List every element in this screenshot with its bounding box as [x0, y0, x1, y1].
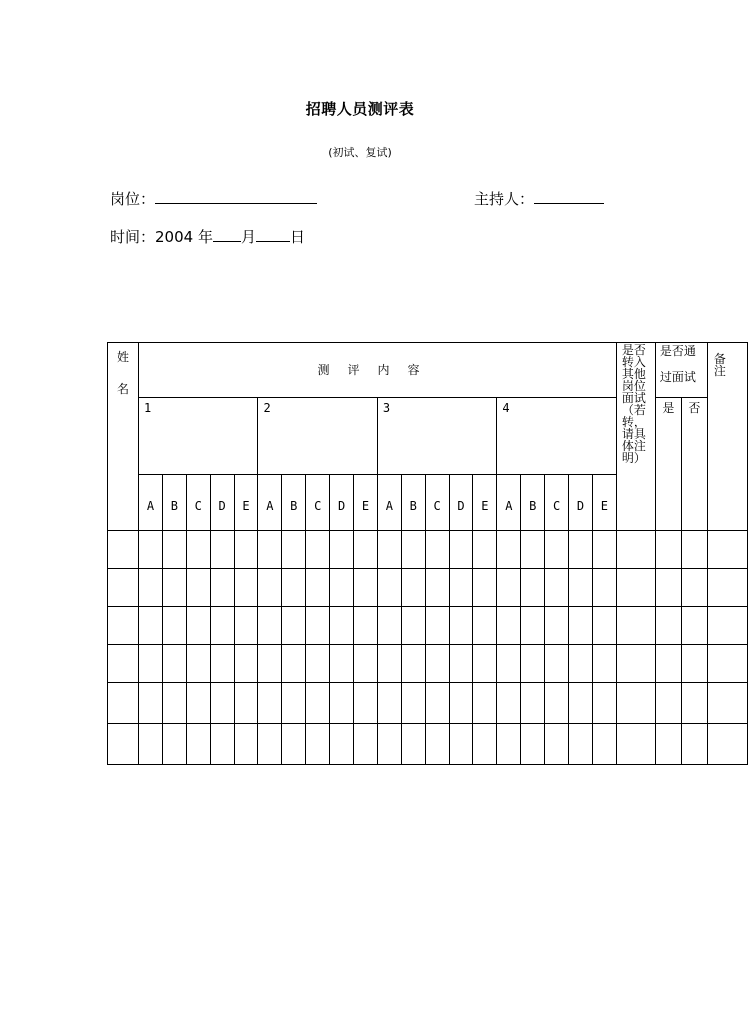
score-cell[interactable]	[234, 607, 258, 645]
day-unit: 日	[290, 228, 306, 246]
score-cell[interactable]	[521, 724, 545, 765]
score-cell[interactable]	[377, 607, 401, 645]
host-field	[474, 188, 604, 209]
score-cell[interactable]	[258, 531, 282, 569]
score-cell[interactable]	[186, 645, 210, 683]
remark-header-char: 注	[713, 364, 726, 378]
score-cell[interactable]	[592, 569, 616, 607]
score-cell[interactable]	[210, 569, 234, 607]
pass-header-line: 过面试	[659, 370, 696, 384]
score-cell[interactable]	[162, 724, 186, 765]
pass-header	[655, 343, 707, 398]
month-unit: 月	[241, 228, 257, 246]
remark-cell[interactable]	[707, 531, 747, 569]
score-cell[interactable]	[234, 683, 258, 724]
grade-header: B	[162, 475, 186, 531]
grade-header: E	[473, 475, 497, 531]
transfer-cell[interactable]	[616, 531, 655, 569]
score-cell[interactable]	[354, 569, 378, 607]
name-cell[interactable]	[108, 607, 139, 645]
score-cell[interactable]	[425, 645, 449, 683]
year-unit: 年	[197, 228, 213, 246]
score-cell[interactable]	[521, 645, 545, 683]
grade-header: A	[377, 475, 401, 531]
score-cell[interactable]	[330, 607, 354, 645]
score-cell[interactable]	[330, 724, 354, 765]
score-cell[interactable]	[377, 724, 401, 765]
day-blank[interactable]	[256, 227, 290, 242]
score-cell[interactable]	[497, 607, 521, 645]
name-cell[interactable]	[108, 724, 139, 765]
score-cell[interactable]	[449, 683, 473, 724]
remark-cell[interactable]	[707, 607, 747, 645]
transfer-cell[interactable]	[616, 683, 655, 724]
table-row	[108, 607, 748, 645]
grade-header: D	[210, 475, 234, 531]
score-cell[interactable]	[545, 531, 569, 569]
score-cell[interactable]	[282, 531, 306, 569]
score-cell[interactable]	[569, 531, 593, 569]
transfer-header: 是否转入其他岗位面试（若转，请具体注明）	[616, 343, 655, 531]
transfer-cell[interactable]	[616, 645, 655, 683]
score-cell[interactable]	[258, 724, 282, 765]
score-cell[interactable]	[306, 607, 330, 645]
score-cell[interactable]	[401, 531, 425, 569]
score-cell[interactable]	[234, 531, 258, 569]
score-cell[interactable]	[521, 531, 545, 569]
score-cell[interactable]	[139, 531, 163, 569]
score-cell[interactable]	[473, 724, 497, 765]
score-cell[interactable]	[497, 724, 521, 765]
pass-yes-cell[interactable]	[655, 607, 681, 645]
time-field	[110, 226, 305, 247]
score-cell[interactable]	[497, 683, 521, 724]
score-cell[interactable]	[569, 645, 593, 683]
score-cell[interactable]	[425, 683, 449, 724]
score-cell[interactable]	[258, 569, 282, 607]
pass-no-cell[interactable]	[681, 645, 707, 683]
grade-header: E	[234, 475, 258, 531]
score-cell[interactable]	[569, 683, 593, 724]
content-header: 测评内容	[139, 343, 617, 398]
score-cell[interactable]	[330, 569, 354, 607]
score-cell[interactable]	[354, 607, 378, 645]
section-header: 4	[497, 398, 617, 475]
transfer-cell[interactable]	[616, 724, 655, 765]
score-cell[interactable]	[354, 531, 378, 569]
score-cell[interactable]	[186, 531, 210, 569]
score-cell[interactable]	[162, 683, 186, 724]
position-blank[interactable]	[155, 189, 317, 204]
section-header: 3	[377, 398, 496, 475]
pass-yes-cell[interactable]	[655, 569, 681, 607]
transfer-cell[interactable]	[616, 607, 655, 645]
score-cell[interactable]	[282, 683, 306, 724]
grade-header: D	[449, 475, 473, 531]
score-cell[interactable]	[569, 569, 593, 607]
remark-cell[interactable]	[707, 724, 747, 765]
score-cell[interactable]	[449, 724, 473, 765]
remark-header-char: 备	[713, 352, 726, 366]
score-cell[interactable]	[210, 531, 234, 569]
grade-header: E	[592, 475, 616, 531]
pass-no-cell[interactable]	[681, 607, 707, 645]
time-label: 时间：	[110, 228, 156, 246]
pass-yes-cell[interactable]	[655, 645, 681, 683]
table-row	[108, 569, 748, 607]
pass-no-header: 否	[681, 398, 707, 531]
pass-no-cell[interactable]	[681, 724, 707, 765]
score-cell[interactable]	[473, 607, 497, 645]
score-cell[interactable]	[210, 724, 234, 765]
score-cell[interactable]	[306, 724, 330, 765]
name-header-char: 名	[116, 382, 129, 396]
score-cell[interactable]	[545, 683, 569, 724]
score-cell[interactable]	[210, 607, 234, 645]
score-cell[interactable]	[139, 645, 163, 683]
grade-header: D	[569, 475, 593, 531]
score-cell[interactable]	[377, 569, 401, 607]
score-cell[interactable]	[592, 531, 616, 569]
score-cell[interactable]	[449, 569, 473, 607]
score-cell[interactable]	[545, 607, 569, 645]
name-cell[interactable]	[108, 531, 139, 569]
score-cell[interactable]	[592, 683, 616, 724]
pass-yes-cell[interactable]	[655, 724, 681, 765]
score-cell[interactable]	[545, 569, 569, 607]
score-cell[interactable]	[592, 724, 616, 765]
name-cell[interactable]	[108, 645, 139, 683]
score-cell[interactable]	[139, 569, 163, 607]
grade-header: C	[186, 475, 210, 531]
score-cell[interactable]	[330, 683, 354, 724]
score-cell[interactable]	[569, 724, 593, 765]
score-cell[interactable]	[162, 607, 186, 645]
pass-yes-cell[interactable]	[655, 683, 681, 724]
remark-cell[interactable]	[707, 569, 747, 607]
table-row	[108, 724, 748, 765]
score-cell[interactable]	[186, 724, 210, 765]
score-cell[interactable]	[521, 569, 545, 607]
score-cell[interactable]	[449, 645, 473, 683]
month-blank[interactable]	[213, 227, 241, 242]
position-field	[110, 188, 317, 209]
score-cell[interactable]	[282, 569, 306, 607]
grade-header: B	[521, 475, 545, 531]
section-header: 1	[139, 398, 258, 475]
score-cell[interactable]	[162, 645, 186, 683]
score-cell[interactable]	[306, 531, 330, 569]
score-cell[interactable]	[377, 531, 401, 569]
score-cell[interactable]	[234, 569, 258, 607]
score-cell[interactable]	[473, 645, 497, 683]
grade-header: C	[306, 475, 330, 531]
score-cell[interactable]	[401, 645, 425, 683]
score-cell[interactable]	[521, 607, 545, 645]
score-cell[interactable]	[354, 645, 378, 683]
grade-header: B	[282, 475, 306, 531]
score-cell[interactable]	[592, 607, 616, 645]
score-cell[interactable]	[139, 683, 163, 724]
score-cell[interactable]	[162, 531, 186, 569]
grade-header: A	[258, 475, 282, 531]
position-label: 岗位：	[110, 190, 156, 208]
pass-header-line: 是否通	[659, 344, 696, 358]
score-cell[interactable]	[354, 724, 378, 765]
score-cell[interactable]	[330, 531, 354, 569]
table-row	[108, 531, 748, 569]
score-cell[interactable]	[186, 607, 210, 645]
transfer-cell[interactable]	[616, 569, 655, 607]
score-cell[interactable]	[234, 645, 258, 683]
score-cell[interactable]	[139, 607, 163, 645]
pass-no-cell[interactable]	[681, 683, 707, 724]
score-cell[interactable]	[282, 607, 306, 645]
score-cell[interactable]	[545, 645, 569, 683]
score-cell[interactable]	[425, 607, 449, 645]
score-cell[interactable]	[569, 607, 593, 645]
table-row	[108, 683, 748, 724]
score-cell[interactable]	[377, 683, 401, 724]
score-cell[interactable]	[497, 531, 521, 569]
document-title: 招聘人员测评表	[305, 100, 415, 118]
name-cell[interactable]	[108, 569, 139, 607]
score-cell[interactable]	[258, 645, 282, 683]
pass-no-cell[interactable]	[681, 569, 707, 607]
grade-header: C	[425, 475, 449, 531]
score-cell[interactable]	[401, 569, 425, 607]
score-cell[interactable]	[401, 724, 425, 765]
grade-header: C	[545, 475, 569, 531]
score-cell[interactable]	[186, 569, 210, 607]
name-header-char: 姓	[116, 350, 129, 364]
score-cell[interactable]	[425, 569, 449, 607]
grade-header: B	[401, 475, 425, 531]
grade-header: A	[497, 475, 521, 531]
document-subtitle: (初试、复试)	[328, 146, 392, 159]
section-header: 2	[258, 398, 377, 475]
score-cell[interactable]	[521, 683, 545, 724]
remark-cell[interactable]	[707, 683, 747, 724]
score-cell[interactable]	[354, 683, 378, 724]
grade-header: A	[139, 475, 163, 531]
score-cell[interactable]	[497, 569, 521, 607]
evaluation-table	[107, 342, 748, 765]
score-cell[interactable]	[282, 724, 306, 765]
name-header	[108, 343, 139, 531]
grade-header: E	[354, 475, 378, 531]
remark-cell[interactable]	[707, 645, 747, 683]
name-cell[interactable]	[108, 683, 139, 724]
score-cell[interactable]	[473, 683, 497, 724]
score-cell[interactable]	[592, 645, 616, 683]
score-cell[interactable]	[258, 607, 282, 645]
score-cell[interactable]	[401, 607, 425, 645]
score-cell[interactable]	[377, 645, 401, 683]
score-cell[interactable]	[497, 645, 521, 683]
score-cell[interactable]	[258, 683, 282, 724]
score-cell[interactable]	[306, 569, 330, 607]
score-cell[interactable]	[425, 724, 449, 765]
score-cell[interactable]	[473, 569, 497, 607]
score-cell[interactable]	[306, 645, 330, 683]
score-cell[interactable]	[210, 645, 234, 683]
score-cell[interactable]	[186, 683, 210, 724]
host-label: 主持人：	[474, 190, 535, 208]
score-cell[interactable]	[449, 607, 473, 645]
score-cell[interactable]	[401, 683, 425, 724]
pass-no-cell[interactable]	[681, 531, 707, 569]
score-cell[interactable]	[210, 683, 234, 724]
score-cell[interactable]	[473, 531, 497, 569]
grade-header: D	[330, 475, 354, 531]
score-cell[interactable]	[306, 683, 330, 724]
score-cell[interactable]	[162, 569, 186, 607]
host-blank[interactable]	[534, 189, 604, 204]
pass-yes-header: 是	[655, 398, 681, 531]
table-row	[108, 645, 748, 683]
score-cell[interactable]	[234, 724, 258, 765]
score-cell[interactable]	[449, 531, 473, 569]
score-cell[interactable]	[545, 724, 569, 765]
score-cell[interactable]	[330, 645, 354, 683]
pass-yes-cell[interactable]	[655, 531, 681, 569]
score-cell[interactable]	[282, 645, 306, 683]
remark-header	[707, 343, 747, 531]
score-cell[interactable]	[425, 531, 449, 569]
year-value: 2004	[155, 228, 194, 246]
score-cell[interactable]	[139, 724, 163, 765]
